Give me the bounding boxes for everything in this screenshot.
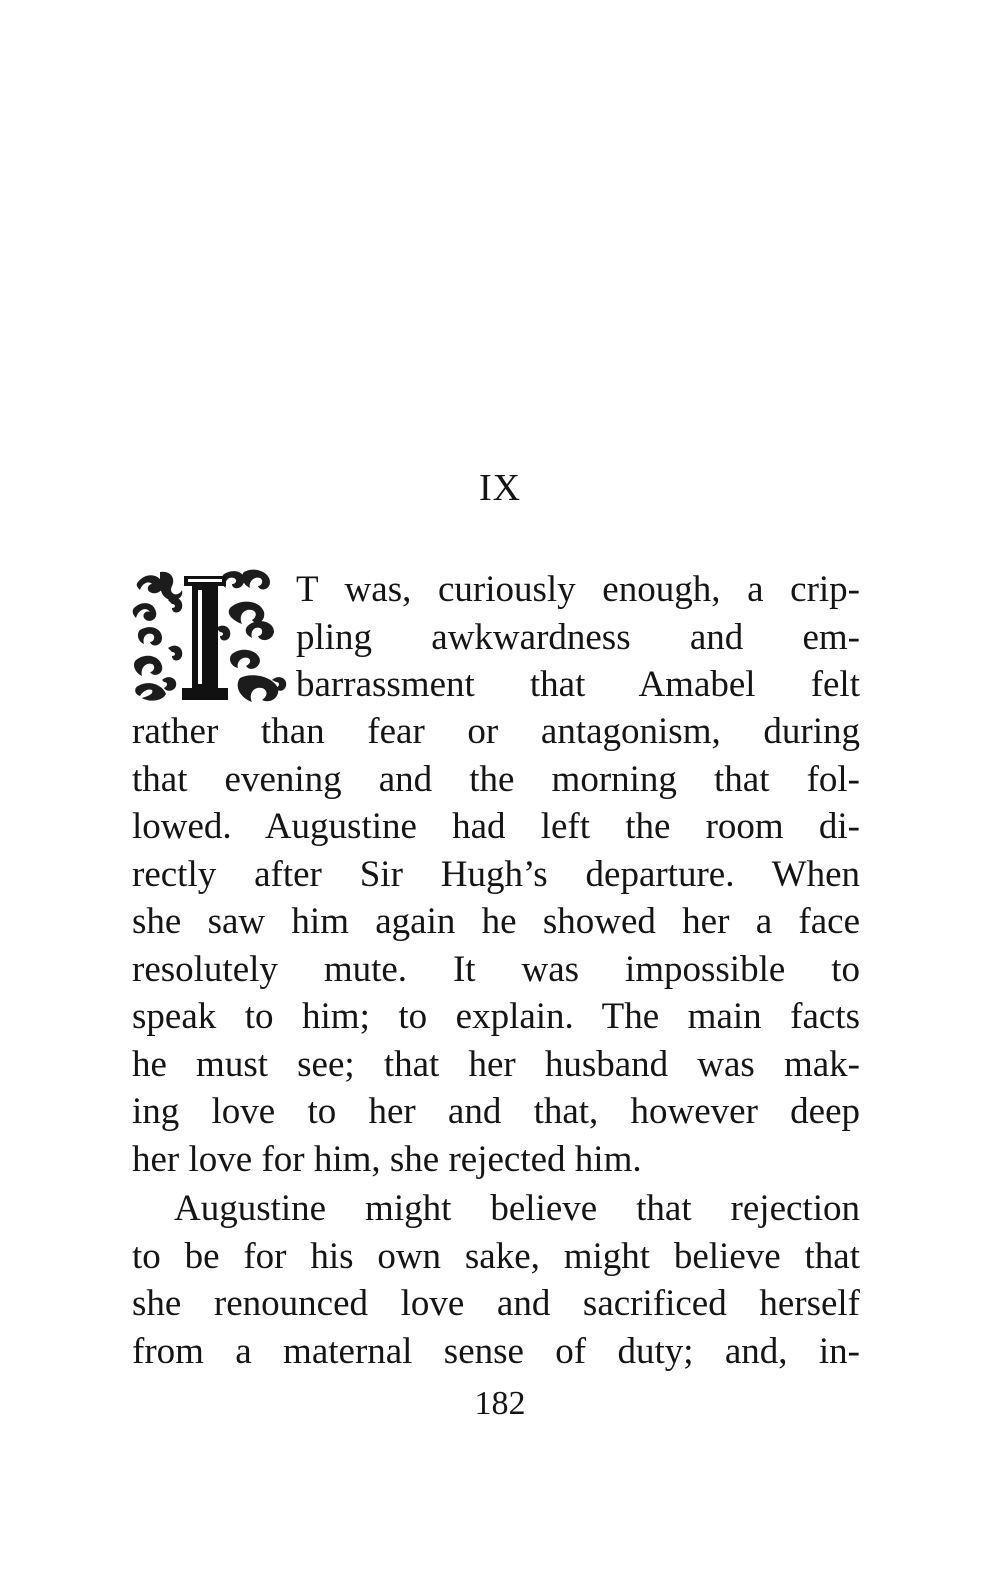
page-number: 182 [474,1385,526,1422]
text-line: she saw him again he showed her a face [132,901,860,942]
text-line: ing love to her and that, however deep [132,1091,860,1132]
paragraph-1 [132,708,860,1183]
text-line: speak to him; to explain. The main facts [132,996,860,1037]
text-line: she renounced love and sacrificed herself [132,1283,860,1324]
drop-cap-row [132,566,860,708]
text-line: pling awkwardness and em- [296,616,860,658]
text-line: lowed. Augustine had left the room di- [132,806,860,847]
drop-cap-text [296,566,860,709]
text-line: that evening and the morning that fol- [132,758,860,800]
chapter-heading: IX [478,467,522,509]
text-line: barrassment that Amabel felt [296,664,860,705]
text-line: rectly after Sir Hugh’s departure. When [132,853,860,895]
text-line: rather than fear or antagonism, during [132,711,860,752]
text-line: resolutely mute. It was impossible to [132,948,860,990]
text-line: to be for his own sake, might believe that [132,1235,860,1277]
text-line: Augustine might believe that rejection [174,1188,860,1229]
text-line: her love for him, she rejected him. [132,1138,642,1180]
paragraph-2 [132,1185,860,1375]
text-line: T was, curiously enough, a crip- [296,569,860,610]
text-line: from a maternal sense of duty; and, in- [132,1330,860,1372]
body-text [132,566,860,1375]
text-line: he must see; that her husband was mak- [132,1043,860,1085]
ornamental-drop-cap [132,568,288,706]
